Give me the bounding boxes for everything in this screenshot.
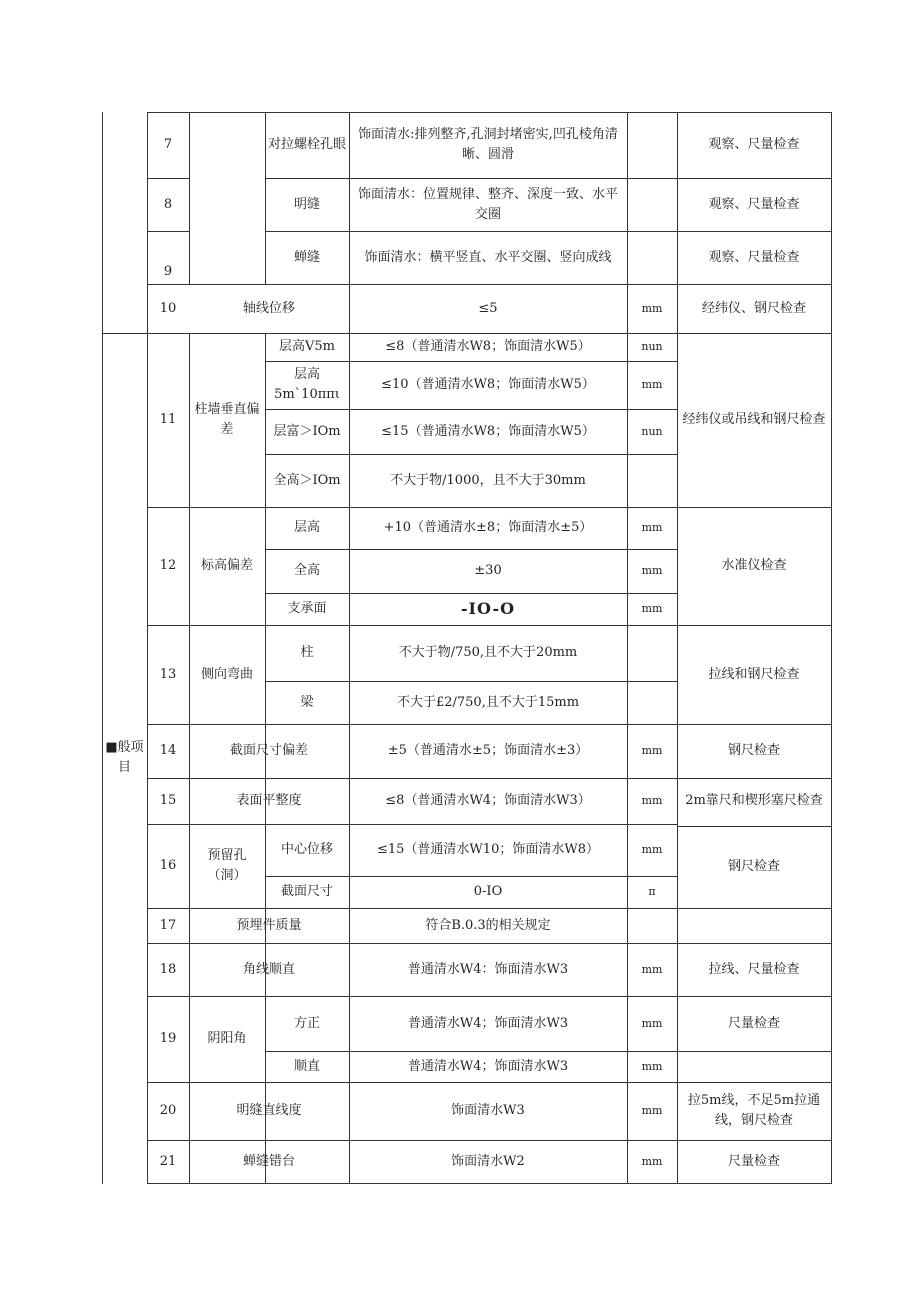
inspection-method: 经纬仪或吊线和钢尺检查 (682, 412, 826, 427)
unit: mm (641, 378, 663, 391)
row-number: 12 (159, 558, 177, 573)
sub-item: 截面尺寸 (280, 884, 333, 899)
unit: mm (641, 564, 663, 577)
sub-item: 全高＞IOm (273, 472, 341, 488)
requirement: 0-IO (473, 884, 503, 899)
check-item: 明缝 (293, 196, 320, 212)
unit (627, 625, 677, 681)
requirement: ≤15（普通清水W8；饰面清水W5） (381, 423, 595, 439)
inspection-method: 拉线、尺量检查 (708, 961, 800, 977)
requirement: ≤8（普通清水W4；饰面清水W3） (385, 793, 591, 808)
row-number: 10 (159, 300, 177, 316)
unit: mm (641, 843, 663, 856)
check-item: 轴线位移 (242, 300, 295, 316)
requirement: 普通清水W4；饰面清水W3 (407, 1058, 569, 1074)
requirement: -IO-O (460, 599, 516, 618)
unit: mm (641, 1154, 663, 1168)
inspection-method: 尺量检查 (727, 1153, 780, 1169)
inspection-method: 钢尺检查 (727, 859, 780, 874)
inspection-method: 经纬仪、钢尺检查 (701, 300, 806, 316)
requirement: 符合B.0.3的相关规定 (425, 917, 551, 933)
requirement: 普通清水W4；饰面清水W3 (407, 1015, 569, 1031)
table-rule (147, 1183, 832, 1184)
sub-item: 柱 (300, 645, 314, 660)
row-number: 11 (159, 412, 177, 427)
sub-item: 全高 (293, 563, 320, 578)
requirement: +10（普通清水±8；饰面清水±5） (383, 520, 593, 535)
requirement: ≤8（普通清水W8；饰面清水W5） (385, 339, 591, 354)
check-item: 明缝直线度 (236, 1103, 302, 1118)
sub-item: 中心位移 (280, 842, 333, 857)
sub-item: 顺直 (293, 1058, 320, 1074)
check-item: 预埋件质量 (236, 917, 302, 933)
table-rule (189, 112, 190, 285)
check-item: 截面尺寸偏差 (229, 743, 308, 758)
requirement: 饰面清水W3 (451, 1103, 525, 1118)
requirement: ≤15（普通清水W10；饰面清水W8） (377, 842, 599, 857)
check-item: 蝉缝 (293, 249, 320, 265)
check-item: 阴阳角 (207, 1031, 247, 1046)
unit (627, 178, 677, 231)
sub-item: 层高 (293, 520, 320, 535)
row-number: 21 (159, 1153, 177, 1169)
inspection-method: 钢尺检查 (727, 743, 780, 758)
row-number: 18 (159, 961, 177, 977)
check-item: 角线顺直 (242, 961, 295, 977)
inspection-method: 拉5m线，不足5m拉通线，钢尺检查 (687, 1093, 821, 1128)
requirement: ±5（普通清水±5；饰面清水±3） (387, 743, 589, 758)
check-item: 标高偏差 (200, 558, 253, 573)
sub-item: 方正 (293, 1015, 320, 1031)
unit: mm (641, 1059, 663, 1073)
sub-item: 层高5m`10ππι (274, 367, 340, 402)
requirement: 饰面清水：位置规律、整齐、深度一致、水平交圈 (357, 186, 618, 222)
row-number: 15 (159, 793, 177, 808)
inspection-method (677, 1051, 831, 1082)
sub-item: 支承面 (287, 601, 327, 616)
inspection-method: 拉线和钢尺检查 (708, 666, 800, 682)
sub-item: 层高V5m (279, 339, 335, 354)
sub-item: 梁 (300, 694, 314, 710)
requirement: 不大于物/1000，且不大于30mm (390, 472, 586, 488)
inspection-method: 观察、尺量检查 (708, 137, 800, 152)
inspection-method (677, 908, 831, 943)
row-number: 17 (159, 917, 177, 933)
check-item: 侧向弯曲 (200, 666, 253, 682)
requirement: ≤5 (478, 300, 498, 316)
requirement: ±30 (474, 563, 502, 578)
requirement: 饰面清水:排列整齐,孔洞封堵密实,凹孔棱角清晰、圆滑 (358, 127, 618, 162)
table-rule (831, 112, 832, 1184)
row-number: 14 (159, 743, 177, 758)
check-item: 柱墙垂直偏差 (194, 402, 260, 437)
inspection-method: 观察、尺量检查 (708, 196, 800, 212)
unit: mm (641, 602, 663, 615)
row-number: 20 (159, 1103, 177, 1118)
row-number: 7 (163, 137, 173, 152)
sub-item: 层富＞IOm (273, 423, 341, 439)
unit: nun (641, 340, 663, 353)
requirement: 饰面清水W2 (451, 1153, 525, 1169)
inspection-method: 水准仪检查 (721, 558, 787, 573)
unit: mm (641, 794, 663, 807)
unit: mm (641, 744, 663, 757)
requirement: 不大于物/750,且不大于20mm (398, 645, 578, 660)
requirement: 普通清水W4：饰面清水W3 (407, 961, 569, 977)
row-number: 13 (159, 666, 177, 682)
inspection-method: 观察、尺量检查 (708, 249, 800, 265)
row-number: 16 (159, 858, 177, 873)
unit: mm (641, 1016, 663, 1030)
general-items-label: ■般项目 (105, 740, 144, 775)
inspection-method: 2m靠尺和楔形塞尺检查 (685, 793, 823, 808)
row-number: 9 (163, 264, 173, 279)
unit: mm (641, 962, 663, 976)
requirement: 不大于£2/750,且不大于15mm (396, 694, 580, 710)
check-item: 蝉缝错台 (242, 1153, 295, 1169)
unit (627, 231, 677, 284)
unit (627, 112, 677, 178)
unit: mm (641, 1104, 663, 1117)
unit: π (648, 885, 656, 898)
requirement: 饰面清水：横平竖直、水平交圈、竖向成线 (364, 249, 612, 265)
check-item: 对拉螺栓孔眼 (268, 137, 347, 152)
unit (627, 681, 677, 724)
check-item: 预留孔（洞） (207, 848, 247, 883)
unit: nun (641, 424, 663, 438)
inspection-method: 尺量检查 (727, 1015, 780, 1031)
row-number: 19 (159, 1031, 177, 1046)
unit (627, 454, 677, 507)
check-item: 表面平整度 (236, 793, 302, 808)
requirement: ≤10（普通清水W8；饰面清水W5） (381, 377, 595, 392)
row-number: 8 (163, 196, 173, 212)
unit: mm (641, 301, 663, 315)
unit (627, 908, 677, 943)
unit: mm (641, 521, 663, 534)
